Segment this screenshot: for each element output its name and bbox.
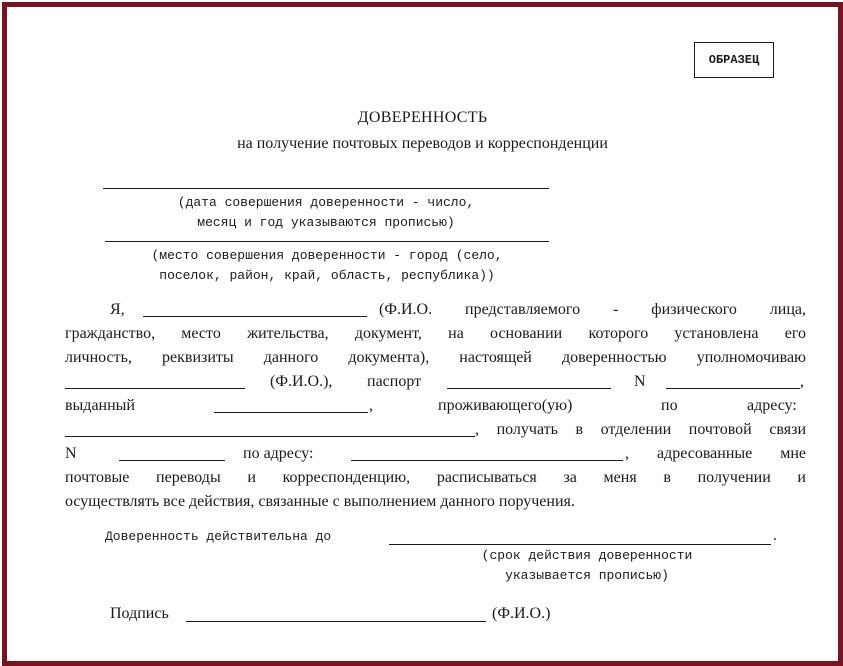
document-frame bbox=[2, 2, 843, 666]
place-note-line-1: (место совершения доверенности - город (село, bbox=[151, 248, 503, 263]
body-l5-b: , bbox=[369, 397, 373, 414]
body-l4-b: паспорт bbox=[367, 373, 422, 390]
sample-stamp: ОБРАЗЕЦ bbox=[694, 42, 774, 78]
signature-suffix: (Ф.И.О.) bbox=[492, 605, 551, 622]
passport-number-field[interactable] bbox=[666, 388, 800, 389]
body-l5-a: выданный bbox=[65, 397, 135, 414]
body-l1-a: Я, bbox=[110, 301, 125, 318]
body-l7-c: , адресованные мне bbox=[625, 445, 806, 462]
validity-date-field[interactable] bbox=[389, 544, 771, 545]
principal-name-field[interactable] bbox=[143, 316, 367, 317]
issued-by-field[interactable] bbox=[214, 412, 368, 413]
body-l4-a: (Ф.И.О.), bbox=[270, 373, 333, 390]
document-title: ДОВЕРЕННОСТЬ bbox=[357, 109, 488, 126]
body-l1-b: (Ф.И.О. представляемого - физического лица, bbox=[379, 301, 806, 318]
agent-name-field[interactable] bbox=[65, 388, 245, 389]
body-l7-a: N bbox=[65, 445, 77, 462]
place-note-line-2: поселок, район, край, область, республика)) bbox=[159, 268, 495, 283]
agent-address-field[interactable] bbox=[65, 436, 475, 437]
body-l3: личность, реквизиты данного документа), настоящей доверенностью уполномочиваю bbox=[65, 349, 806, 366]
body-l2: гражданство, место жительства, документ, на основании которого установлена его bbox=[65, 325, 806, 342]
place-field-line[interactable] bbox=[105, 241, 549, 242]
date-field-note bbox=[103, 193, 549, 233]
passport-series-field[interactable] bbox=[447, 388, 611, 389]
document-page bbox=[7, 7, 838, 661]
signature-field[interactable] bbox=[186, 621, 486, 622]
signature-label: Подпись bbox=[110, 605, 169, 622]
validity-note-line-1: (срок действия доверенности bbox=[481, 548, 693, 563]
body-l8: почтовые переводы и корреспонденцию, расписываться за меня в получении и bbox=[65, 469, 806, 486]
date-field-line[interactable] bbox=[103, 188, 549, 189]
body-l6: , получать в отделении почтовой связи bbox=[475, 421, 806, 438]
post-office-address-field[interactable] bbox=[351, 460, 623, 461]
date-note-line-1: (дата совершения доверенности - число, bbox=[177, 195, 475, 210]
body-l4-d: , bbox=[800, 373, 804, 390]
validity-end: . bbox=[771, 529, 779, 544]
validity-note bbox=[407, 546, 767, 586]
body-l4-c: N bbox=[634, 373, 646, 390]
post-office-number-field[interactable] bbox=[119, 460, 225, 461]
body-l9: осуществлять все действия, связанные с выполнением данного поручения. bbox=[65, 493, 575, 510]
body-l7-b: по адресу: bbox=[243, 445, 314, 462]
body-l5-e: адресу: bbox=[747, 397, 797, 414]
place-field-note bbox=[87, 246, 567, 286]
document-subtitle: на получение почтовых переводов и корреспонденции bbox=[237, 135, 608, 152]
validity-note-line-2: указывается прописью) bbox=[505, 568, 669, 583]
body-l5-c: проживающего(ую) bbox=[438, 397, 573, 414]
date-note-line-2: месяц и год указываются прописью) bbox=[197, 215, 455, 230]
body-l5-d: по bbox=[661, 397, 678, 414]
validity-label: Доверенность действительна до bbox=[105, 529, 332, 544]
